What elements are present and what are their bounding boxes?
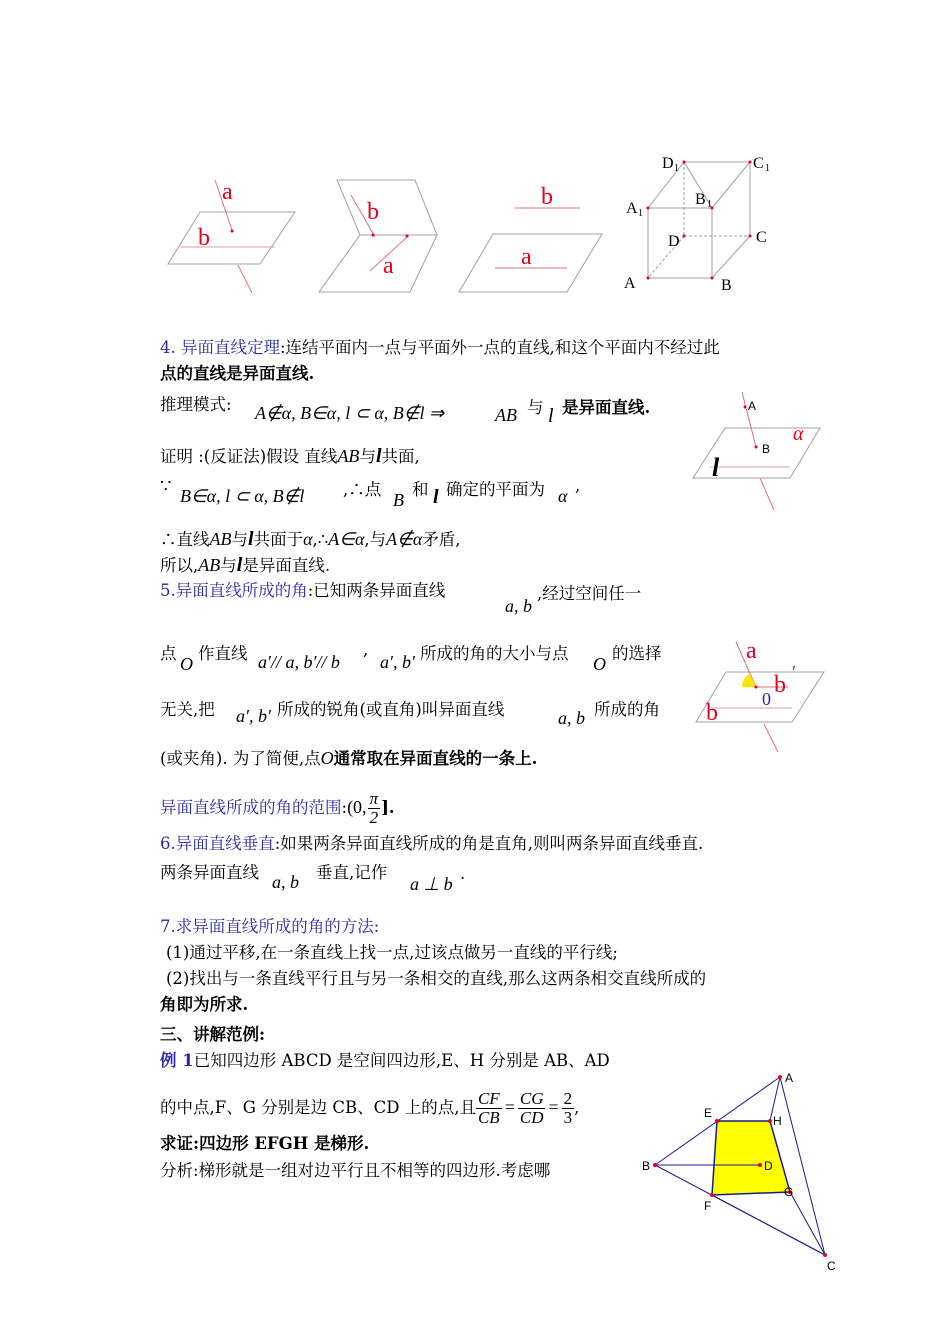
label-C: C	[827, 1259, 836, 1273]
label-C: C	[756, 229, 767, 246]
label-a: a	[521, 244, 532, 270]
svg-text:1: 1	[707, 199, 712, 210]
label-b: b	[706, 700, 718, 726]
figure-angle	[692, 632, 827, 760]
label-alpha: α	[793, 423, 804, 445]
label-a: a	[746, 638, 757, 664]
label-a: a	[383, 253, 394, 279]
label-B: B	[721, 277, 732, 294]
example-1-line-1: 例 1已知四边形 ABCD 是空间四边形,E、H 分别是 AB、AD	[160, 1051, 610, 1070]
example-1-line-4: 分析:梯形就是一组对边平行且不相等的四边形.考虑哪	[160, 1161, 551, 1180]
perp-def-line-1: 6.异面直线垂直:如果两条异面直线所成的角是直角,则叫两条异面直线垂直.	[160, 834, 704, 853]
label-b: b	[198, 225, 210, 251]
method-2: (2)找出与一条直线平行且与另一条相交的直线,那么这两条相交直线所成的	[166, 969, 707, 988]
label-C1: C	[753, 155, 764, 172]
perp-notation: a ⊥ b	[410, 874, 453, 894]
label-O: 0	[762, 689, 771, 709]
svg-text:1: 1	[765, 163, 770, 174]
angle-range: 异面直线所成的角的范围:(0, $\frac{\pi}{2}$ ].	[160, 789, 395, 827]
label-A: A	[785, 1071, 794, 1085]
example-1-line-3: 求证:四边形 EFGH 是梯形.	[160, 1134, 370, 1153]
label-B1: B	[695, 191, 706, 208]
label-D: D	[668, 233, 680, 250]
figure-skew-lines-2	[315, 175, 445, 295]
examples-heading: 三、讲解范例:	[160, 1025, 266, 1044]
AB-symbol: AB	[495, 405, 517, 425]
label-b: b	[541, 184, 553, 210]
parallel-condition: a′// a, b′// b	[258, 652, 340, 672]
label-D1: D	[662, 155, 674, 172]
figure-skew-lines-1	[160, 175, 300, 300]
label-A: A	[624, 275, 636, 292]
svg-text:1: 1	[674, 163, 679, 174]
method-title: 7.求异面直线所成的角的方法:	[160, 917, 380, 936]
label-F: F	[704, 1199, 712, 1213]
label-H: H	[773, 1114, 782, 1128]
example-1-line-2: 的中点,F、G 分别是边 CB、CD 上的点,且 $\frac{CF}{CB}$ = $\frac{CG}{CD}$ = $\frac{2}{3}$ ,	[160, 1089, 580, 1127]
inference-math: A∉α, B∈α, l ⊂ α, B∉l ⇒	[255, 403, 445, 423]
method-3: 角即为所求.	[160, 995, 249, 1014]
svg-text:1: 1	[638, 208, 643, 219]
theorem-line-1: 4. 异面直线定理:连结平面内一点与平面外一点的直线,和这个平面内不经过此	[160, 338, 720, 357]
proof-condition: B∈α, l ⊂ α, B∉l	[180, 486, 305, 506]
label-a: a	[222, 179, 233, 205]
theorem-line-2: 点的直线是异面直线.	[160, 364, 315, 383]
method-1: (1)通过平移,在一条直线上找一点,过该点做另一直线的平行线;	[166, 943, 618, 962]
label-G: G	[784, 1185, 794, 1199]
label-A1: A	[626, 200, 638, 217]
figure-trapezoid	[640, 1065, 840, 1275]
angle-def-line-4: (或夹角). 为了简便,点O通常取在异面直线的一条上.	[160, 748, 538, 768]
figure-skew-lines-3	[455, 180, 610, 295]
label-A: A	[748, 399, 757, 413]
figure-cube	[620, 148, 780, 298]
label-b-prime: b	[774, 672, 786, 698]
inference-label: 推理模式:	[160, 395, 232, 414]
figure-theorem	[690, 390, 825, 515]
proof-line-1: 证明 :(反证法)假设 直线AB与l共面,	[160, 445, 420, 467]
angle-def-line-1: 5.异面直线所成的角:已知两条异面直线	[160, 581, 446, 600]
label-D: D	[764, 1159, 773, 1173]
label-b: b	[367, 199, 379, 225]
theorem-title: 4. 异面直线定理	[160, 338, 280, 357]
label-B: B	[762, 442, 771, 456]
proof-line-4: 所以,AB与l是异面直线.	[160, 554, 331, 576]
label-E: E	[704, 1106, 713, 1120]
proof-line-3: ∴直线AB与l共面于α,∴A∈α,与A∉α矛盾,	[160, 528, 461, 550]
label-B: B	[642, 1159, 651, 1173]
label-l: l	[712, 453, 720, 482]
svg-text:′: ′	[792, 662, 796, 682]
